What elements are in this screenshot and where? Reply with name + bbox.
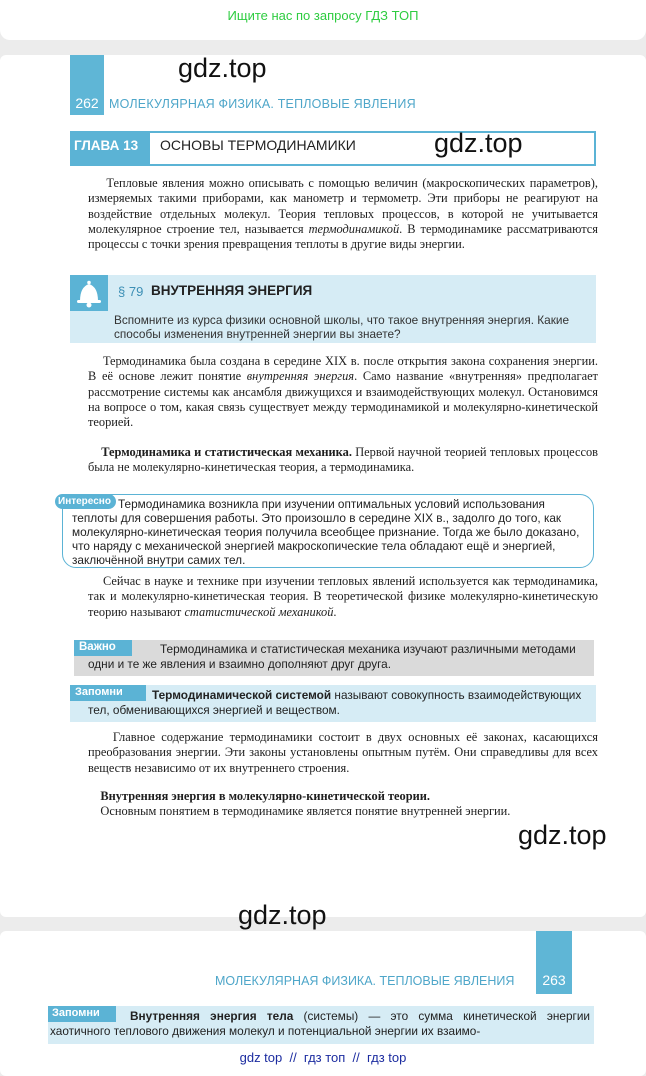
paragraph-heading: Термодинамика и статистическая механика. <box>101 445 352 459</box>
interesting-text: Термодинамика возникла при изучении оптимальных условий использования теплоты для совершения работы. Это произошло в середине XIX в., задолго до того, как молекулярно-кинетическая теория получила всеобщее признание. Тогда же было доказано, что наряду с механической энергией макроскопические тела обладают ещё и энергией, заключённой внутри самих тел. <box>72 497 580 567</box>
bell-icon <box>70 275 108 311</box>
chapter-intro <box>88 176 598 252</box>
intro-text: Тепловые явления можно описывать с помощью величин (макроскопических параметров), измеряемых такими приборами, как манометр и термометр. Эти приборы не реагируют на воздействие отдельных молекул. Теория тепловых процессов, в которой не учитывается молекулярное строение тел, называется <box>88 176 598 236</box>
remember-tag-label: Запомни <box>75 686 123 698</box>
paragraph-text: Основным понятием в термодинамике является понятие внутренней энергии. <box>100 804 511 819</box>
section-question: Вспомните из курса физики основной школы, что такое внутренняя энергия. Какие способы изменения внутренней энергии вы знаете? <box>114 313 570 341</box>
watermark: gdz.top <box>518 820 607 850</box>
chapter-label: ГЛАВА 13 <box>74 138 139 153</box>
paragraph-text: Главное содержание термодинамики состоит в двух основных её законах, касающихся преобразования энергии. Эти законы установлены опытным путём. Они справедливы для всех веществ независимо от их внутреннего строения. <box>88 730 599 775</box>
paragraph <box>88 445 598 476</box>
paragraph-emphasis: статистической механикой <box>184 604 334 619</box>
important-text: Термодинамика и статистическая механика изучают различными методами одни и те же явления и взаимно дополняют друг друга. <box>88 642 576 671</box>
paragraph-text-end: . <box>333 604 337 619</box>
watermark: gdz.top <box>434 128 523 158</box>
interesting-tag-label: Интересно <box>58 496 111 507</box>
remember-text: Термодинамической системой называют совокупность взаимодействующих тел, обменивающихся энергией и веществом. <box>88 688 582 717</box>
intro-text-end: . В термодинамике рассматриваются процессы с точки зрения превращения теплоты в другие виды энергии. <box>88 221 598 252</box>
page-number: 262 <box>75 95 99 111</box>
paragraph-text-end: . Само название «внутренняя» предполагает рассмотрение системы как ансамбля движущихся и взаимодействующих молекул. Остановимся на вопросе о том, какая связь существует между термодинамикой и молекулярно-кинетической теорией. <box>88 369 598 430</box>
paragraph-heading: Внутренняя энергия в молекулярно-кинетической теории. <box>100 789 430 803</box>
paragraph <box>88 574 598 620</box>
intro-emphasis: термодинамикой <box>308 221 400 236</box>
footer-links[interactable]: gdz top // гдз топ // гдз top <box>239 1050 407 1065</box>
remember-tag-label: Запомни <box>52 1007 100 1019</box>
paragraph-text: Сейчас в науке и технике при изучении тепловых явлений используется как термодинамика, так и молекулярно-кинетическая теория. В теоретической физике молекулярно-кинетическую теорию называют <box>88 574 599 619</box>
running-head: МОЛЕКУЛЯРНАЯ ФИЗИКА. ТЕПЛОВЫЕ ЯВЛЕНИЯ <box>109 97 416 111</box>
remember-text: Внутренняя энергия тела (системы) — это сумма кинетической энергии хаотичного теплового движения молекул и потенциальной энергии их взаимо- <box>50 1009 590 1038</box>
running-head: МОЛЕКУЛЯРНАЯ ФИЗИКА. ТЕПЛОВЫЕ ЯВЛЕНИЯ <box>215 974 515 988</box>
watermark: gdz.top <box>178 53 267 83</box>
paragraph-text: Первой научной теорией тепловых процессов была не молекулярно-кинетическая теория, а термодинамика. <box>88 445 598 475</box>
important-tag-label: Важно <box>79 641 116 653</box>
paragraph <box>88 730 598 776</box>
section-number: § 79 <box>118 284 144 299</box>
section-title: ВНУТРЕННЯЯ ЭНЕРГИЯ <box>151 283 313 298</box>
chapter-title: ОСНОВЫ ТЕРМОДИНАМИКИ <box>160 137 356 153</box>
page-number: 263 <box>542 972 566 988</box>
paragraph <box>88 354 598 430</box>
paragraph-text: Термодинамика была создана в середине XIX в. после открытия закона сохранения энергии. В её основе лежит понятие <box>88 354 598 384</box>
watermark: gdz.top <box>238 900 327 930</box>
paragraph <box>88 789 598 820</box>
paragraph-emphasis: внутренняя энергия <box>246 369 355 384</box>
banner-text: Ищите нас по запросу ГДЗ ТОП <box>227 8 419 23</box>
